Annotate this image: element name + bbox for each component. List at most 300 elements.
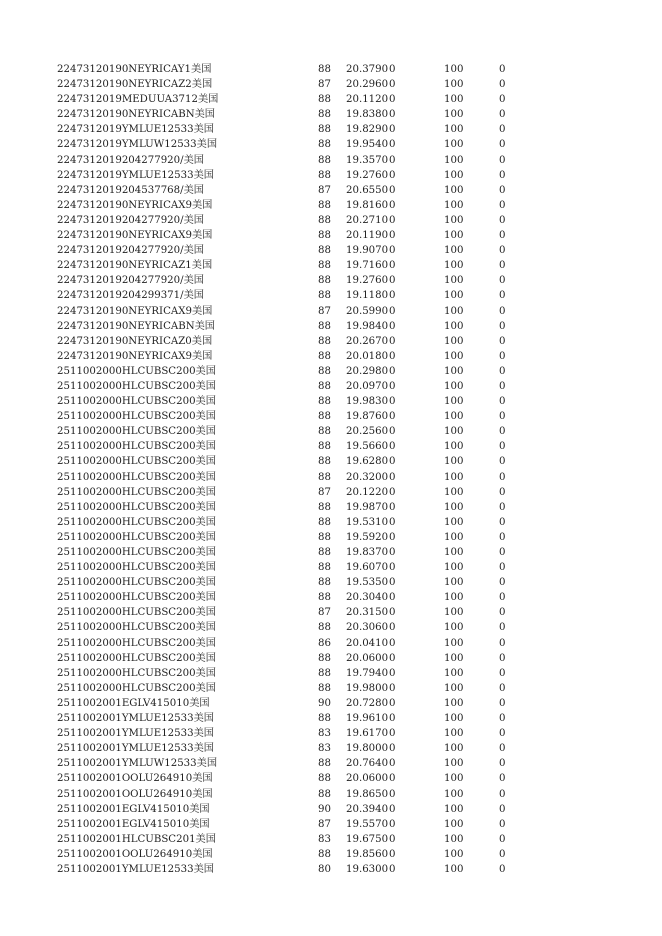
cell-d: 100 — [444, 743, 464, 755]
cell-code: 2247312019YMLUE12533美国 — [57, 169, 214, 181]
cell-e: 0 — [499, 275, 506, 287]
cell-a: 88 — [318, 562, 331, 574]
table-row — [0, 137, 662, 152]
cell-b: 20.1220 — [346, 486, 389, 498]
table-row — [0, 832, 662, 847]
table-row — [0, 485, 662, 500]
cell-b: 19.5570 — [346, 818, 389, 830]
cell-code: 2247312019YMLUE12533美国 — [57, 124, 214, 136]
table-row — [0, 424, 662, 439]
cell-c: 0 — [389, 380, 396, 392]
cell-b: 19.8760 — [346, 411, 389, 423]
cell-c: 0 — [389, 773, 396, 785]
cell-code: 2511002001EGLV415010美国 — [57, 697, 210, 709]
cell-b: 19.8000 — [346, 743, 389, 755]
cell-b: 19.5350 — [346, 577, 389, 589]
cell-a: 87 — [318, 818, 331, 830]
cell-e: 0 — [499, 320, 506, 332]
cell-code: 2511002001YMLUE12533美国 — [57, 713, 214, 725]
cell-a: 83 — [318, 743, 331, 755]
table-row — [0, 802, 662, 817]
cell-code: 22473120190NEYRICABN美国 — [57, 109, 215, 121]
cell-b: 19.5660 — [346, 441, 389, 453]
table-row — [0, 500, 662, 515]
cell-e: 0 — [499, 833, 506, 845]
cell-code: 2247312019204277920/美国 — [57, 245, 204, 257]
cell-c: 0 — [389, 547, 396, 558]
cell-code: 2511002000HLCUBSC200美国 — [57, 441, 216, 453]
cell-a: 88 — [318, 64, 331, 75]
cell-c: 0 — [389, 833, 396, 845]
cell-a: 88 — [318, 773, 331, 785]
cell-d: 100 — [444, 471, 464, 483]
cell-code: 22473120190NEYRICABN美国 — [57, 320, 215, 332]
cell-b: 20.2670 — [346, 335, 389, 347]
table-row — [0, 771, 662, 786]
cell-c: 0 — [389, 426, 396, 438]
cell-b: 20.5990 — [346, 305, 389, 317]
cell-d: 100 — [444, 290, 464, 302]
table-row — [0, 711, 662, 726]
table-row — [0, 666, 662, 681]
cell-c: 0 — [389, 577, 396, 589]
cell-a: 88 — [318, 848, 331, 860]
cell-b: 19.8160 — [346, 199, 389, 211]
cell-code: 2511002001YMLUE12533美国 — [57, 863, 214, 875]
cell-c: 0 — [389, 184, 396, 196]
cell-e: 0 — [499, 728, 506, 740]
cell-c: 0 — [389, 562, 396, 574]
cell-d: 100 — [444, 260, 464, 272]
cell-a: 88 — [318, 94, 331, 106]
table-row — [0, 847, 662, 862]
cell-b: 19.8380 — [346, 109, 389, 121]
cell-a: 90 — [318, 697, 331, 709]
table-row — [0, 198, 662, 213]
cell-code: 2511002000HLCUBSC200美国 — [57, 667, 216, 679]
table-row — [0, 681, 662, 696]
table-row — [0, 696, 662, 711]
cell-a: 88 — [318, 380, 331, 392]
cell-a: 88 — [318, 260, 331, 272]
table-row — [0, 92, 662, 107]
cell-code: 2511002000HLCUBSC200美国 — [57, 411, 216, 423]
cell-code: 2511002001YMLUE12533美国 — [57, 743, 214, 755]
cell-a: 88 — [318, 214, 331, 226]
cell-a: 88 — [318, 245, 331, 257]
cell-a: 88 — [318, 335, 331, 347]
cell-c: 0 — [389, 501, 396, 513]
cell-d: 100 — [444, 365, 464, 377]
cell-d: 100 — [444, 199, 464, 211]
cell-d: 100 — [444, 169, 464, 181]
table-row — [0, 394, 662, 409]
cell-c: 0 — [389, 169, 396, 181]
cell-d: 100 — [444, 788, 464, 800]
cell-a: 88 — [318, 471, 331, 483]
cell-d: 100 — [444, 652, 464, 664]
cell-b: 19.3570 — [346, 154, 389, 166]
cell-a: 88 — [318, 154, 331, 166]
cell-a: 87 — [318, 486, 331, 498]
table-row — [0, 590, 662, 605]
cell-d: 100 — [444, 275, 464, 287]
cell-d: 100 — [444, 848, 464, 860]
cell-code: 2511002000HLCUBSC200美国 — [57, 426, 216, 438]
cell-b: 20.0180 — [346, 350, 389, 362]
cell-a: 88 — [318, 199, 331, 211]
cell-code: 2511002000HLCUBSC200美国 — [57, 516, 216, 528]
cell-a: 88 — [318, 682, 331, 694]
cell-d: 100 — [444, 396, 464, 408]
cell-d: 100 — [444, 607, 464, 619]
cell-code: 2511002000HLCUBSC200美国 — [57, 622, 216, 634]
cell-b: 19.8290 — [346, 124, 389, 136]
cell-code: 2511002001EGLV415010美国 — [57, 818, 210, 830]
cell-d: 100 — [444, 713, 464, 725]
cell-code: 2511002000HLCUBSC200美国 — [57, 380, 216, 392]
cell-a: 88 — [318, 350, 331, 362]
cell-b: 19.9070 — [346, 245, 389, 257]
cell-e: 0 — [499, 577, 506, 589]
cell-d: 100 — [444, 441, 464, 453]
cell-d: 100 — [444, 139, 464, 151]
cell-a: 87 — [318, 305, 331, 317]
cell-code: 22473120190NEYRICAX9美国 — [57, 305, 213, 317]
cell-a: 87 — [318, 79, 331, 91]
cell-e: 0 — [499, 139, 506, 151]
cell-d: 100 — [444, 818, 464, 830]
cell-c: 0 — [389, 682, 396, 694]
cell-a: 88 — [318, 622, 331, 634]
cell-d: 100 — [444, 350, 464, 362]
cell-a: 88 — [318, 547, 331, 558]
cell-d: 100 — [444, 637, 464, 649]
cell-c: 0 — [389, 320, 396, 332]
table-row — [0, 122, 662, 137]
cell-e: 0 — [499, 380, 506, 392]
table-row — [0, 273, 662, 288]
table-row — [0, 213, 662, 228]
cell-e: 0 — [499, 818, 506, 830]
table-row — [0, 620, 662, 635]
table-row — [0, 756, 662, 771]
table-row — [0, 304, 662, 319]
cell-e: 0 — [499, 290, 506, 302]
cell-c: 0 — [389, 728, 396, 740]
table-row — [0, 319, 662, 334]
cell-b: 19.1180 — [346, 290, 389, 302]
cell-c: 0 — [389, 396, 396, 408]
cell-e: 0 — [499, 335, 506, 347]
table-row — [0, 409, 662, 424]
table-row — [0, 288, 662, 303]
cell-a: 88 — [318, 320, 331, 332]
cell-a: 88 — [318, 139, 331, 151]
cell-b: 20.3200 — [346, 471, 389, 483]
cell-e: 0 — [499, 788, 506, 800]
cell-c: 0 — [389, 290, 396, 302]
cell-e: 0 — [499, 607, 506, 619]
cell-c: 0 — [389, 531, 396, 543]
cell-d: 100 — [444, 456, 464, 468]
cell-a: 88 — [318, 577, 331, 589]
cell-b: 19.8370 — [346, 547, 389, 558]
cell-e: 0 — [499, 456, 506, 468]
cell-a: 86 — [318, 637, 331, 649]
cell-b: 19.6170 — [346, 728, 389, 740]
cell-a: 88 — [318, 365, 331, 377]
cell-code: 2247312019204277920/美国 — [57, 214, 204, 226]
cell-c: 0 — [389, 124, 396, 136]
cell-e: 0 — [499, 713, 506, 725]
cell-a: 88 — [318, 169, 331, 181]
cell-code: 2247312019204299371/美国 — [57, 290, 204, 302]
cell-a: 88 — [318, 652, 331, 664]
cell-d: 100 — [444, 758, 464, 770]
cell-d: 100 — [444, 577, 464, 589]
cell-a: 88 — [318, 109, 331, 121]
cell-b: 20.7640 — [346, 758, 389, 770]
cell-c: 0 — [389, 652, 396, 664]
cell-e: 0 — [499, 365, 506, 377]
cell-c: 0 — [389, 154, 396, 166]
cell-d: 100 — [444, 697, 464, 709]
cell-c: 0 — [389, 109, 396, 121]
table-row — [0, 364, 662, 379]
cell-c: 0 — [389, 818, 396, 830]
cell-d: 100 — [444, 109, 464, 121]
cell-b: 20.3060 — [346, 622, 389, 634]
cell-b: 19.9830 — [346, 396, 389, 408]
cell-e: 0 — [499, 803, 506, 815]
cell-code: 2511002001OOLU264910美国 — [57, 848, 213, 860]
cell-d: 100 — [444, 335, 464, 347]
table-row — [0, 560, 662, 575]
cell-a: 88 — [318, 290, 331, 302]
cell-c: 0 — [389, 64, 396, 75]
cell-b: 20.0600 — [346, 773, 389, 785]
cell-code: 2247312019MEDUUA3712美国 — [57, 94, 219, 106]
cell-c: 0 — [389, 335, 396, 347]
cell-a: 88 — [318, 592, 331, 604]
cell-e: 0 — [499, 169, 506, 181]
cell-c: 0 — [389, 275, 396, 287]
cell-code: 2511002000HLCUBSC200美国 — [57, 471, 216, 483]
cell-c: 0 — [389, 365, 396, 377]
cell-e: 0 — [499, 863, 506, 875]
cell-d: 100 — [444, 531, 464, 543]
cell-c: 0 — [389, 516, 396, 528]
cell-b: 20.2960 — [346, 79, 389, 91]
cell-d: 100 — [444, 622, 464, 634]
cell-c: 0 — [389, 592, 396, 604]
cell-code: 22473120190NEYRICAX9美国 — [57, 350, 213, 362]
cell-d: 100 — [444, 230, 464, 242]
cell-code: 2247312019204277920/美国 — [57, 154, 204, 166]
cell-c: 0 — [389, 697, 396, 709]
cell-b: 19.7940 — [346, 667, 389, 679]
table-row — [0, 636, 662, 651]
cell-e: 0 — [499, 184, 506, 196]
cell-a: 83 — [318, 833, 331, 845]
cell-a: 88 — [318, 758, 331, 770]
cell-a: 88 — [318, 713, 331, 725]
cell-b: 20.3040 — [346, 592, 389, 604]
cell-d: 100 — [444, 682, 464, 694]
cell-code: 22473120190NEYRICAZ1美国 — [57, 260, 213, 272]
cell-a: 88 — [318, 230, 331, 242]
cell-a: 87 — [318, 607, 331, 619]
cell-e: 0 — [499, 350, 506, 362]
cell-b: 20.3150 — [346, 607, 389, 619]
cell-e: 0 — [499, 667, 506, 679]
cell-e: 0 — [499, 426, 506, 438]
cell-e: 0 — [499, 260, 506, 272]
cell-c: 0 — [389, 441, 396, 453]
data-rows — [0, 62, 662, 877]
cell-e: 0 — [499, 848, 506, 860]
table-row — [0, 470, 662, 485]
cell-code: 2511002000HLCUBSC200美国 — [57, 365, 216, 377]
cell-b: 19.9840 — [346, 320, 389, 332]
cell-code: 2511002000HLCUBSC200美国 — [57, 637, 216, 649]
table-row — [0, 77, 662, 92]
table-row — [0, 787, 662, 802]
cell-code: 2511002000HLCUBSC200美国 — [57, 577, 216, 589]
cell-code: 2511002000HLCUBSC200美国 — [57, 682, 216, 694]
table-row — [0, 741, 662, 756]
cell-e: 0 — [499, 682, 506, 694]
cell-e: 0 — [499, 697, 506, 709]
cell-e: 0 — [499, 547, 506, 558]
table-row — [0, 817, 662, 832]
cell-code: 22473120190NEYRICAX9美国 — [57, 230, 213, 242]
cell-d: 100 — [444, 486, 464, 498]
cell-c: 0 — [389, 637, 396, 649]
cell-c: 0 — [389, 245, 396, 257]
cell-code: 2511002001EGLV415010美国 — [57, 803, 210, 815]
cell-c: 0 — [389, 94, 396, 106]
table-row — [0, 153, 662, 168]
cell-c: 0 — [389, 486, 396, 498]
table-row — [0, 545, 662, 560]
cell-d: 100 — [444, 728, 464, 740]
cell-code: 2511002001YMLUE12533美国 — [57, 728, 214, 740]
cell-c: 0 — [389, 79, 396, 91]
cell-a: 88 — [318, 441, 331, 453]
cell-a: 80 — [318, 863, 331, 875]
table-row — [0, 107, 662, 122]
cell-code: 2511002000HLCUBSC200美国 — [57, 486, 216, 498]
cell-d: 100 — [444, 320, 464, 332]
cell-code: 22473120190NEYRICAY1美国 — [57, 64, 212, 75]
cell-c: 0 — [389, 803, 396, 815]
cell-c: 0 — [389, 456, 396, 468]
cell-e: 0 — [499, 758, 506, 770]
cell-c: 0 — [389, 471, 396, 483]
cell-code: 2511002000HLCUBSC200美国 — [57, 607, 216, 619]
cell-b: 19.9540 — [346, 139, 389, 151]
cell-b: 19.9610 — [346, 713, 389, 725]
cell-code: 2247312019YMLUW12533美国 — [57, 139, 218, 151]
table-row — [0, 605, 662, 620]
cell-d: 100 — [444, 516, 464, 528]
cell-c: 0 — [389, 305, 396, 317]
cell-b: 19.6280 — [346, 456, 389, 468]
cell-a: 88 — [318, 456, 331, 468]
cell-d: 100 — [444, 562, 464, 574]
cell-e: 0 — [499, 501, 506, 513]
cell-c: 0 — [389, 758, 396, 770]
cell-b: 20.0600 — [346, 652, 389, 664]
cell-a: 90 — [318, 803, 331, 815]
cell-b: 19.6300 — [346, 863, 389, 875]
cell-code: 2511002001YMLUW12533美国 — [57, 758, 218, 770]
cell-b: 20.2710 — [346, 214, 389, 226]
cell-e: 0 — [499, 562, 506, 574]
cell-b: 19.5920 — [346, 531, 389, 543]
table-row — [0, 862, 662, 877]
cell-d: 100 — [444, 245, 464, 257]
cell-b: 19.5310 — [346, 516, 389, 528]
cell-code: 22473120190NEYRICAZ2美国 — [57, 79, 213, 91]
cell-c: 0 — [389, 260, 396, 272]
cell-c: 0 — [389, 411, 396, 423]
cell-e: 0 — [499, 743, 506, 755]
cell-b: 20.0970 — [346, 380, 389, 392]
cell-d: 100 — [444, 803, 464, 815]
cell-c: 0 — [389, 713, 396, 725]
table-row — [0, 228, 662, 243]
cell-d: 100 — [444, 380, 464, 392]
cell-e: 0 — [499, 652, 506, 664]
cell-code: 2511002000HLCUBSC200美国 — [57, 531, 216, 543]
cell-b: 19.9800 — [346, 682, 389, 694]
cell-e: 0 — [499, 230, 506, 242]
cell-code: 2247312019204537768/美国 — [57, 184, 204, 196]
cell-c: 0 — [389, 743, 396, 755]
cell-code: 2511002000HLCUBSC200美国 — [57, 592, 216, 604]
cell-b: 19.7160 — [346, 260, 389, 272]
table-row — [0, 183, 662, 198]
cell-a: 88 — [318, 124, 331, 136]
cell-a: 88 — [318, 275, 331, 287]
table-row — [0, 379, 662, 394]
cell-code: 2511002001OOLU264910美国 — [57, 788, 213, 800]
cell-d: 100 — [444, 94, 464, 106]
cell-b: 20.0410 — [346, 637, 389, 649]
table-row — [0, 651, 662, 666]
cell-d: 100 — [444, 124, 464, 136]
cell-b: 19.8560 — [346, 848, 389, 860]
cell-b: 19.6070 — [346, 562, 389, 574]
cell-e: 0 — [499, 471, 506, 483]
table-row — [0, 334, 662, 349]
cell-e: 0 — [499, 245, 506, 257]
cell-d: 100 — [444, 64, 464, 75]
cell-d: 100 — [444, 501, 464, 513]
cell-code: 2247312019204277920/美国 — [57, 275, 204, 287]
cell-d: 100 — [444, 667, 464, 679]
cell-code: 2511002000HLCUBSC200美国 — [57, 456, 216, 468]
cell-d: 100 — [444, 184, 464, 196]
cell-b: 20.2980 — [346, 365, 389, 377]
cell-a: 88 — [318, 667, 331, 679]
cell-a: 88 — [318, 501, 331, 513]
table-row — [0, 168, 662, 183]
cell-code: 22473120190NEYRICAX9美国 — [57, 199, 213, 211]
